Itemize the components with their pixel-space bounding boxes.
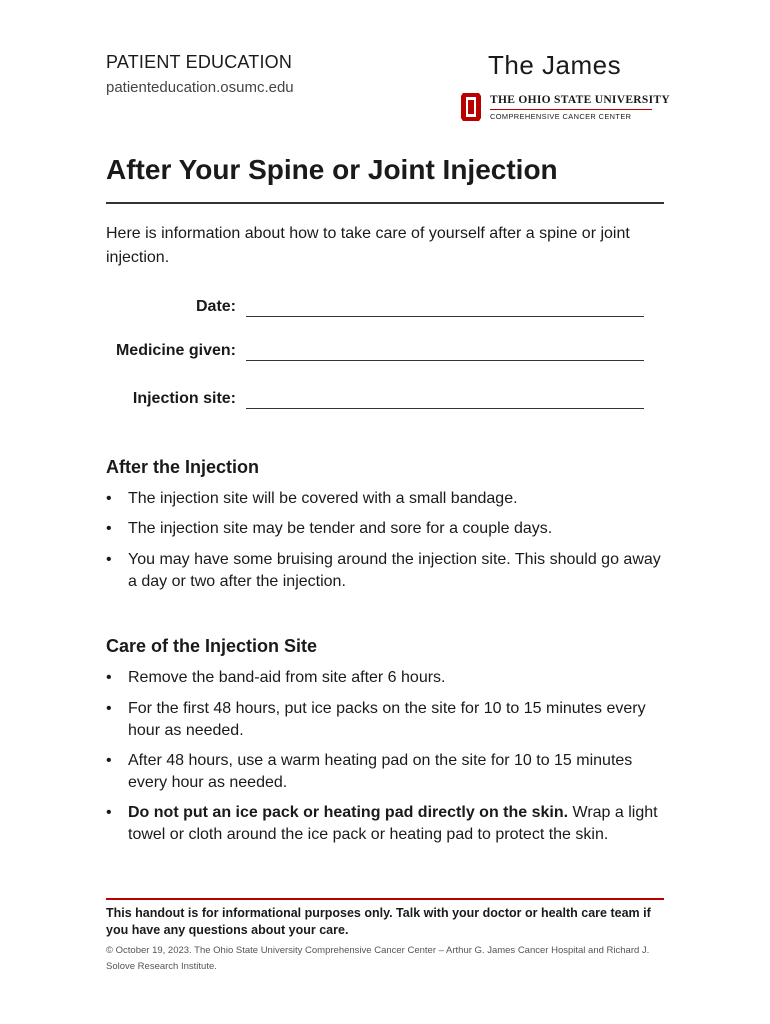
- care-heading: Care of the Injection Site: [106, 636, 318, 656]
- warning-text: Do not put an ice pack or heating pad directly on the skin.: [128, 804, 569, 821]
- list-item-text: You may have some bruising around the injection site. This should go away a day or two after the injection.: [128, 551, 661, 590]
- list-item-text: The injection site may be tender and sore for a couple days.: [128, 520, 553, 537]
- footer-disclaimer: This handout is for informational purposes only. Talk with your doctor or health care team if you have any questions about your care.: [106, 906, 651, 937]
- injection-site-label: Injection site:: [132, 390, 236, 407]
- bullet-icon: •: [106, 804, 112, 821]
- warning-detail-text: Wrap a light towel or cloth around the ice pack or heating pad to protect the skin.: [128, 804, 658, 843]
- logo-divider: [490, 109, 652, 110]
- list-item-text: Remove the band-aid from site after 6 hours.: [128, 669, 446, 686]
- date-label: Date:: [195, 298, 236, 315]
- medicine-label: Medicine given:: [115, 342, 236, 359]
- logo-university-text: THE OHIO STATE UNIVERSITY: [490, 94, 670, 106]
- the-james-logo: [460, 50, 670, 126]
- footer-divider: [106, 898, 664, 900]
- bullet-icon: •: [106, 669, 112, 686]
- date-input-line[interactable]: [246, 316, 644, 317]
- after-injection-heading: After the Injection: [106, 457, 260, 477]
- footer-copyright: © October 19, 2023. The Ohio State University Comprehensive Cancer Center – Arthur G. James Cancer Hospital and Richard J. Solove Research Institute.: [106, 945, 650, 972]
- bullet-icon: •: [106, 490, 112, 507]
- bullet-icon: •: [106, 520, 112, 537]
- bullet-icon: •: [106, 700, 112, 717]
- bullet-icon: •: [106, 551, 112, 568]
- title-divider: [106, 202, 664, 204]
- patient-education-label: PATIENT EDUCATION: [106, 52, 293, 72]
- patient-education-url: patienteducation.osumc.edu: [106, 79, 294, 96]
- page-title: After Your Spine or Joint Injection: [106, 154, 558, 185]
- list-item-text: [128, 802, 668, 846]
- header-left: [106, 52, 294, 96]
- medicine-input-line[interactable]: [246, 360, 644, 361]
- medicine-field-row: [0, 342, 770, 366]
- logo-james-text: The James: [488, 50, 622, 80]
- bullet-icon: •: [106, 752, 112, 769]
- list-item-text: The injection site will be covered with a small bandage.: [128, 490, 518, 507]
- injection-site-input-line[interactable]: [246, 408, 644, 409]
- site-field-row: [0, 390, 770, 414]
- list-item-text: For the first 48 hours, put ice packs on the site for 10 to 15 minutes every hour as needed.: [128, 700, 646, 739]
- block-o-icon: [460, 92, 482, 122]
- list-item-text: After 48 hours, use a warm heating pad on the site for 10 to 15 minutes every hour as needed.: [128, 752, 633, 791]
- intro-text: Here is information about how to take care of yourself after a spine or joint injection.: [106, 225, 630, 266]
- logo-center-text: COMPREHENSIVE CANCER CENTER: [490, 112, 632, 121]
- date-field-row: [0, 298, 770, 322]
